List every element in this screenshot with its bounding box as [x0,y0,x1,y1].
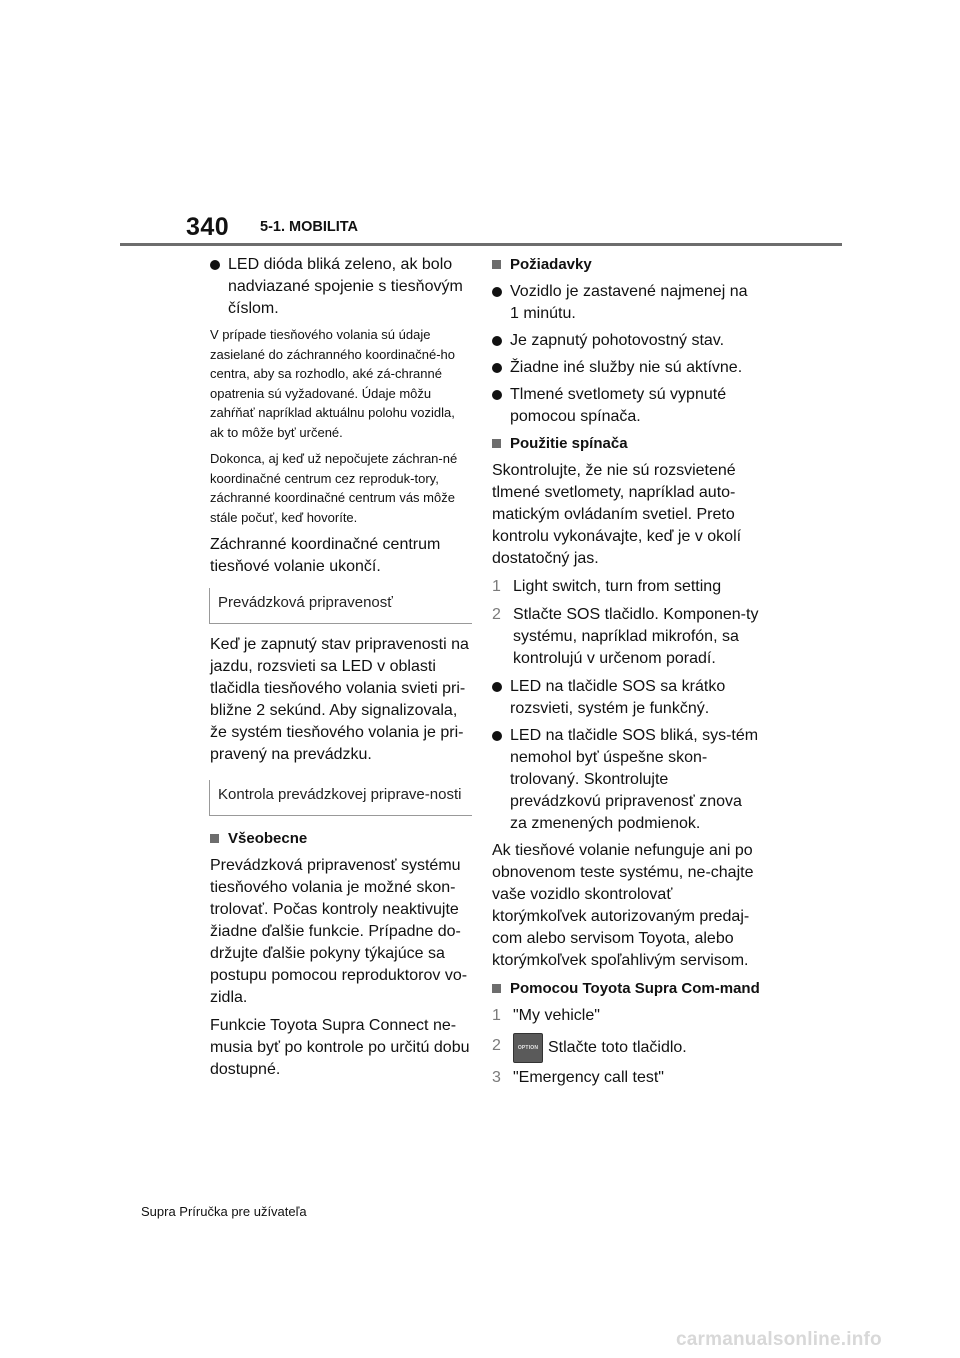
note-still-hear: Dokonca, aj keď už nepočujete záchran-né koordinačné centrum cez reproduk-tory, záchranné koordinačné centrum vás môže stále počuť, keď hovoríte. [210,451,458,525]
watermark: carmanualsonline.info [676,1329,882,1350]
cmd-emergency-test [492,1067,760,1089]
req-stationary: Vozidlo je zastavené najmenej na 1 minútu. [492,281,760,325]
para-led-ready: Keď je zapnutý stav pripravenosti na jazdu, rozsvieti sa LED v oblasti tlačidla tiesňového volania svieti pri-bližne 2 sekúnd. Aby signalizovala, že systém tiesňového volania je pri-pravený na prevádzku. [210,636,469,763]
step-text: Stlačte toto tlačidlo. [548,1039,687,1056]
heading-switch-use: Použitie spínača [492,433,760,454]
step-number: 2 [492,606,501,623]
step-sos-button [492,604,760,670]
step-number: 1 [492,1007,501,1024]
para-service: Ak tiesňové volanie nefunguje ani po obnovenom teste systému, ne-chajte vaše vozidlo skontrolovať ktorýmkoľvek autorizovaným predaj-com alebo servisom Toyota, alebo ktorýmkoľvek spoľahlivým servisom. [492,842,754,969]
note-data-sent: V prípade tiesňového volania sú údaje zasielané do záchranného koordinačné-ho centra, aby sa rozhodlo, aké zá-chranné opatrenia sú vyžadované. Údaje môžu zahŕňať napríklad aktuálnu polohu vozidla, ak to môže byť určené. [210,327,456,440]
bullet-led-blink: LED na tlačidle SOS bliká, sys-tém nemohol byť úspešne skon-trolovaný. Skontrolujte prevádzkovú pripravenosť znova za zmenených podmienok. [492,725,760,835]
step-number: 3 [492,1069,501,1086]
req-no-services: Žiadne iné služby nie sú aktívne. [492,357,760,379]
bullet-led-flash: LED na tlačidle SOS sa krátko rozsvieti, systém je funkčný. [492,676,760,720]
para-general: Prevádzková pripravenosť systému tiesňového volania je možné skon-trolovať. Počas kontroly neaktivujte žiadne ďalšie funkcie. Prípadne do-držujte ďalšie pokyny týkajúce sa postupu pomocou reproduktorov vo-zidla. [210,857,468,1006]
heading-general: Všeobecne [210,828,472,849]
step-light-switch [492,576,760,598]
heading-supra-command: Pomocou Toyota Supra Com-mand [492,978,760,999]
option-button-icon [513,1033,543,1063]
heading-requirements: Požiadavky [492,254,760,275]
step-text: "My vehicle" [513,1007,600,1024]
cmd-my-vehicle [492,1005,760,1027]
cmd-option [492,1033,760,1063]
para-check-lights: Skontrolujte, že nie sú rozsvietené tlmené svetlomety, napríklad auto-matickým ovládaním svetiel. Preto kontrolu vykonávajte, keď je v okolí dostatočný jas. [492,462,742,567]
page-number: 340 [186,213,230,241]
req-standby: Je zapnutý pohotovostný stav. [492,330,760,352]
box-operational-readiness: Prevádzková pripravenosť [209,588,472,624]
footer-manual-title: Supra Príručka pre užívateľa [141,1204,307,1219]
req-lights-off: Tlmené svetlomety sú vypnuté pomocou spínača. [492,384,760,428]
bullet-led-green: LED dióda bliká zeleno, ak bolo nadviazané spojenie s tiesňovým číslom. [210,254,472,320]
step-number: 2 [492,1037,501,1054]
header-rule [120,243,842,246]
step-text: Stlačte SOS tlačidlo. Komponen-ty systému, napríklad mikrofón, sa kontrolujú v určenom poradí. [513,606,759,667]
step-text: Light switch, turn from setting [513,578,722,595]
left-column [210,254,472,1087]
right-column [492,254,760,1095]
step-number: 1 [492,578,501,595]
para-connect: Funkcie Toyota Supra Connect ne-musia byť po kontrole po určitú dobu dostupné. [210,1017,470,1078]
para-call-ends: Záchranné koordinačné centrum tiesňové volanie ukončí. [210,536,441,575]
section-title: 5-1. MOBILITA [260,219,359,235]
box-readiness-check: Kontrola prevádzkovej priprave-nosti [209,780,472,816]
step-text: "Emergency call test" [513,1069,664,1086]
option-button-label: OPTION [517,1045,539,1051]
